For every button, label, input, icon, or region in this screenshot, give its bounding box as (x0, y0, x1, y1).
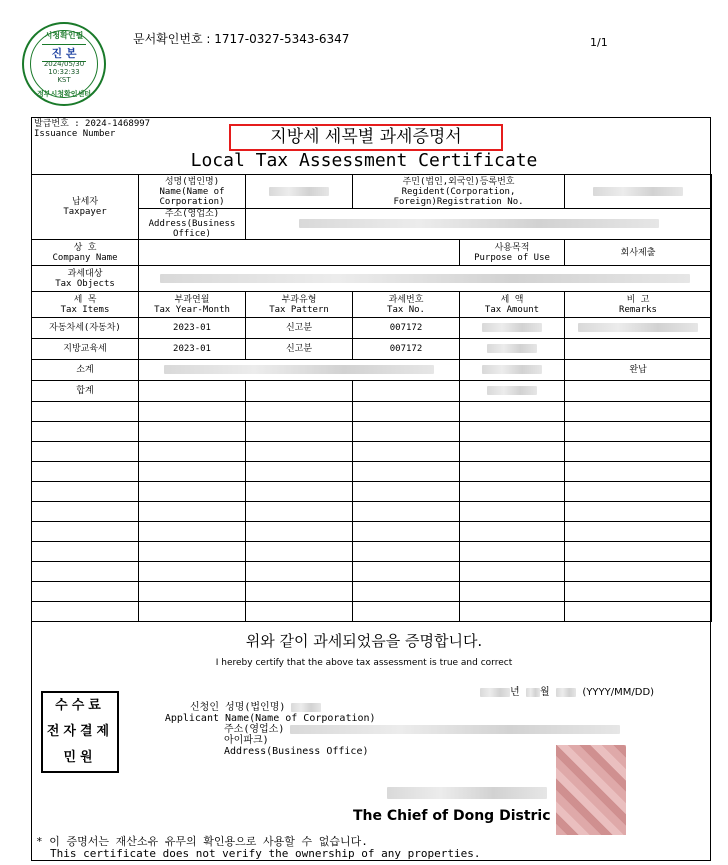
subtotal-remarks: 완납 (565, 360, 712, 381)
table-row (32, 339, 712, 360)
stamp-top-text: 시청확인필 (44, 31, 84, 40)
empty-row (32, 542, 712, 562)
row-tax-item: 자동차세(자동차) (32, 318, 139, 339)
applicant-address-label-en: Address(Business Office) (224, 746, 369, 757)
stamp-date: 2024/05/30 (43, 60, 85, 68)
applicant-block (157, 702, 620, 757)
col-tax-pattern (246, 292, 353, 318)
col-tax-no (353, 292, 460, 318)
issuance-label-en: Issuance Number (34, 129, 116, 139)
row-tax-no: 007172 (353, 318, 460, 339)
stamp-bottom-text: 정부시청확인센터 (36, 90, 92, 98)
taxpayer-label-kr: 납세자 (71, 197, 99, 207)
empty-cell (139, 381, 246, 402)
doc-check-value: 1717-0327-5343-6347 (214, 32, 350, 46)
empty-row (32, 462, 712, 482)
name-label-en1: Name(Name of (159, 186, 225, 197)
applicant-label-kr: 신청인 (190, 702, 219, 713)
tax-objects-value-redacted (139, 266, 712, 292)
row-remarks (565, 339, 712, 360)
col-tax-items (32, 292, 139, 318)
empty-cell (246, 381, 353, 402)
taxpayer-label (32, 175, 139, 240)
company-label (32, 240, 139, 266)
empty-cell (565, 381, 712, 402)
tax-objects-row (32, 266, 712, 292)
name-value-redacted (246, 175, 353, 209)
col-tax-pattern-kr: 부과유형 (281, 294, 317, 305)
subtotal-label: 소계 (32, 360, 139, 381)
total-label: 합계 (32, 381, 139, 402)
id-label (353, 175, 565, 209)
col-tax-no-kr: 과세번호 (388, 294, 424, 305)
col-remarks-en: Remarks (619, 304, 657, 315)
issuance-number: 발급번호 : 2024-1468997 Issuance Number (34, 119, 151, 139)
empty-cell (353, 381, 460, 402)
date-year-label: 년 (510, 687, 520, 698)
footnote-en: This certificate does not verify the ownership of any properties. (50, 847, 481, 860)
row-year-month: 2023-01 (139, 318, 246, 339)
empty-row (32, 422, 712, 442)
official-seal (556, 745, 626, 835)
row-remarks-redacted (565, 318, 712, 339)
title-english: Local Tax Assessment Certificate (190, 150, 538, 171)
id-label-en1: Regident(Corporation, (401, 186, 516, 197)
empty-row (32, 502, 712, 522)
purpose-label-kr: 사용목적 (494, 242, 530, 253)
applicant-label-en: Applicant (164, 713, 219, 724)
tax-objects-label-kr: 과세대상 (67, 268, 103, 279)
applicant-address-label-kr: 주소(영업소) (224, 724, 285, 735)
fee-box-line2: 전자결제 (46, 724, 114, 739)
tax-table (31, 174, 712, 622)
purpose-label-en: Purpose of Use (474, 252, 550, 263)
col-tax-items-kr: 세 목 (73, 294, 97, 305)
subtotal-amount-redacted (460, 360, 565, 381)
col-tax-year-month-kr: 부과연월 (174, 294, 210, 305)
doc-check-label: 문서확인번호 (133, 32, 203, 46)
empty-row (32, 562, 712, 582)
footnote-kr: * 이 증명서는 재산소유 유무의 확인용으로 사용할 수 없습니다. (36, 835, 368, 848)
col-tax-amount (460, 292, 565, 318)
verification-stamp (22, 22, 106, 106)
col-tax-amount-en: Tax Amount (484, 304, 540, 315)
empty-row (32, 402, 712, 422)
fee-box-line3: 민원 (63, 750, 97, 765)
col-remarks-kr: 비 고 (626, 294, 650, 305)
column-header-row (32, 292, 712, 318)
taxpayer-label-en: Taxpayer (63, 207, 107, 217)
empty-row (32, 522, 712, 542)
empty-row (32, 482, 712, 502)
stamp-time: 10:32:33 (48, 68, 80, 76)
footnote (36, 836, 480, 860)
col-tax-items-en: Tax Items (60, 304, 110, 315)
id-value-redacted (565, 175, 712, 209)
name-label-en2: Corporation) (159, 196, 225, 207)
company-row (32, 240, 712, 266)
certify-statement-kr: 위와 같이 과세되었음을 증명합니다. (245, 632, 483, 650)
stamp-main-text: 진 본 (42, 44, 86, 62)
title-korean: 지방세 세목별 과세증명서 (229, 124, 503, 151)
purpose-label (460, 240, 565, 266)
total-row (32, 381, 712, 402)
id-label-kr: 주민(법인,외국인)등록번호 (402, 176, 515, 187)
name-label-kr: 성명(법인명) (164, 176, 220, 187)
col-tax-year-month (139, 292, 246, 318)
row-year-month: 2023-01 (139, 339, 246, 360)
stamp-tz: KST (57, 76, 71, 84)
col-tax-no-en: Tax No. (387, 304, 425, 315)
applicant-name-label-kr: 성명(법인명) (225, 702, 286, 713)
stamp-datetime (24, 60, 104, 84)
row-tax-no: 007172 (353, 339, 460, 360)
empty-row (32, 442, 712, 462)
company-label-kr: 상 호 (73, 242, 97, 253)
row-pattern: 신고분 (246, 339, 353, 360)
subtotal-redacted (139, 360, 460, 381)
table-row (32, 318, 712, 339)
date-month-label: 월 (540, 687, 550, 698)
certify-statement-en: I hereby certify that the above tax assessment is true and correct (215, 658, 513, 668)
date-format: (YYYY/MM/DD) (582, 687, 655, 698)
issuance-value: 2024-1468997 (85, 119, 151, 129)
empty-row (32, 582, 712, 602)
col-remarks (565, 292, 712, 318)
name-label (139, 175, 246, 209)
taxpayer-row (32, 175, 712, 209)
doc-check-number: 문서확인번호 : 1717-0327-5343-6347 (133, 32, 350, 46)
row-amount-redacted (460, 339, 565, 360)
tax-objects-label (32, 266, 139, 292)
page-number: 1/1 (590, 36, 608, 49)
company-value (139, 240, 460, 266)
tax-objects-label-en: Tax Objects (55, 278, 115, 289)
address-label (139, 209, 246, 240)
fee-box (41, 691, 119, 773)
address-label-en: Address(Business Office) (148, 219, 236, 239)
id-label-en2: Foreign)Registration No. (393, 196, 524, 207)
empty-row (32, 602, 712, 622)
total-amount-redacted (460, 381, 565, 402)
applicant-name-label-en: Name(Name of Corporation) (225, 713, 376, 724)
applicant-address-extra: 아이파크) (224, 735, 269, 746)
purpose-value: 회사제출 (565, 240, 712, 266)
address-label-kr: 주소(영업소) (164, 209, 220, 219)
row-amount-redacted (460, 318, 565, 339)
row-pattern: 신고분 (246, 318, 353, 339)
chief-signature: The Chief of Dong Distric (353, 808, 551, 824)
col-tax-year-month-en: Tax Year-Month (154, 304, 230, 315)
col-tax-pattern-en: Tax Pattern (269, 304, 329, 315)
company-label-en: Company Name (52, 252, 118, 263)
row-tax-item: 지방교육세 (32, 339, 139, 360)
address-value-redacted (246, 209, 712, 240)
subtotal-row (32, 360, 712, 381)
issuance-label-kr: 발급번호 (34, 119, 69, 129)
office-name-redacted (387, 782, 547, 801)
fee-box-line1: 수수료 (55, 698, 105, 713)
col-tax-amount-kr: 세 액 (500, 294, 524, 305)
issue-date (480, 683, 654, 698)
